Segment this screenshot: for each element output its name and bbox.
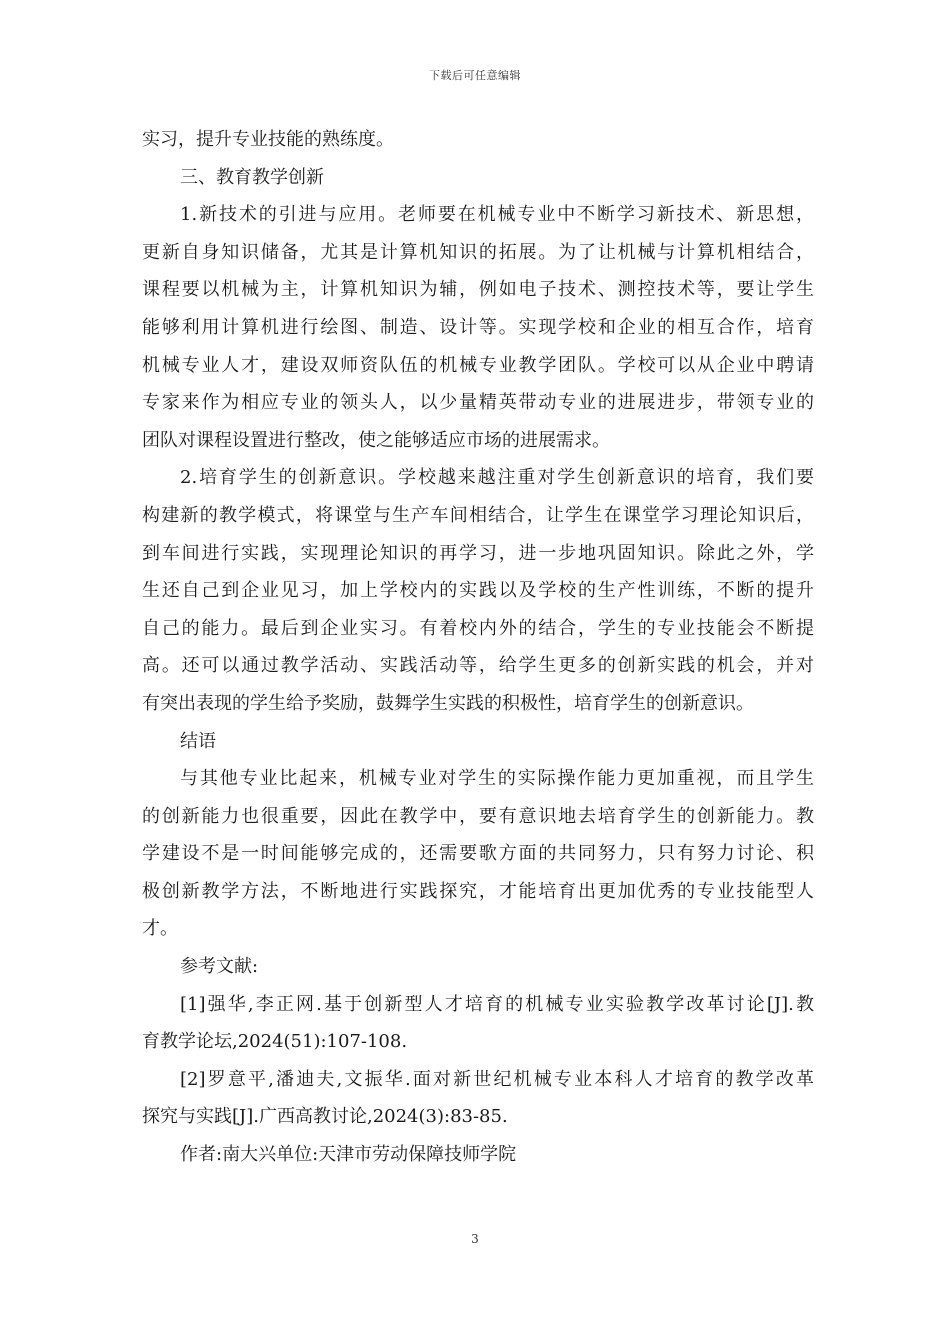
conclusion-heading: 结语	[180, 730, 216, 752]
paragraph-line: 更新自身知识储备，尤其是计算机知识的拓展。为了让机械与计算机相结合，	[142, 241, 814, 263]
paragraph-line: 1.新技术的引进与应用。老师要在机械专业中不断学习新技术、新思想，	[180, 204, 814, 226]
paragraph-line: 高。还可以通过教学活动、实践活动等，给学生更多的创新实践的机会，并对	[142, 655, 814, 677]
paragraph-line: 到车间进行实践，实现理论知识的再学习，进一步地巩固知识。除此之外，学	[142, 542, 814, 564]
paragraph-line: 专家来作为相应专业的领头人，以少量精英带动专业的进展进步，带领专业的	[142, 392, 814, 414]
author-line: 作者:南大兴单位:天津市劳动保障技师学院	[180, 1144, 517, 1166]
paragraph-line: 构建新的教学模式，将课堂与生产车间相结合，让学生在课堂学习理论知识后，	[142, 504, 814, 526]
reference-line: 育教学论坛,2024(51):107-108.	[142, 1031, 408, 1053]
document-body	[142, 121, 814, 1174]
paragraph-line: 学建设不是一时间能够完成的，还需要歌方面的共同努力，只有努力讨论、积	[142, 843, 814, 865]
paragraph-line: 的创新能力也很重要，因此在教学中，要有意识地去培育学生的创新能力。教	[142, 805, 814, 827]
section-heading: 三、教育教学创新	[180, 166, 324, 188]
paragraph-line: 机械专业人才，建设双师资队伍的机械专业教学团队。学校可以从企业中聘请	[142, 354, 814, 376]
paragraph-line: 自己的能力。最后到企业实习。有着校内外的结合，学生的专业技能会不断提	[142, 617, 814, 639]
paragraph-line: 实习，提升专业技能的熟练度。	[142, 129, 394, 150]
paragraph-line: 极创新教学方法，不断地进行实践探究，才能培育出更加优秀的专业技能型人	[142, 880, 814, 902]
paragraph-line: 能够利用计算机进行绘图、制造、设计等。实现学校和企业的相互合作，培育	[142, 316, 814, 338]
paragraph-line: 与其他专业比起来，机械专业对学生的实际操作能力更加重视，而且学生	[180, 768, 814, 790]
paragraph-line: 2.培育学生的创新意识。学校越来越注重对学生创新意识的培育，我们要	[180, 467, 814, 489]
paragraph-line: 团队对课程设置进行整改，使之能够适应市场的进展需求。	[142, 429, 610, 451]
paragraph-line: 课程要以机械为主，计算机知识为辅，例如电子技术、测控技术等，要让学生	[142, 279, 814, 301]
reference-line: [1]强华,李正网.基于创新型人才培育的机械专业实验教学改革讨论[J].教	[180, 993, 814, 1015]
page-number: 3	[471, 1232, 479, 1246]
paragraph-line: 有突出表现的学生给予奖励，鼓舞学生实践的积极性，培育学生的创新意识。	[142, 692, 754, 714]
page-header: 下载后可任意编辑	[429, 69, 521, 82]
paragraph-line: 才。	[142, 918, 178, 940]
reference-line: 探究与实践[J].广西高教讨论,2024(3):83-85.	[142, 1106, 508, 1128]
references-heading: 参考文献:	[180, 956, 259, 978]
paragraph-line: 生还自己到企业见习，加上学校内的实践以及学校的生产性训练，不断的提升	[142, 580, 814, 602]
reference-line: [2]罗意平,潘迪夫,文振华.面对新世纪机械专业本科人才培育的教学改革	[180, 1068, 814, 1090]
